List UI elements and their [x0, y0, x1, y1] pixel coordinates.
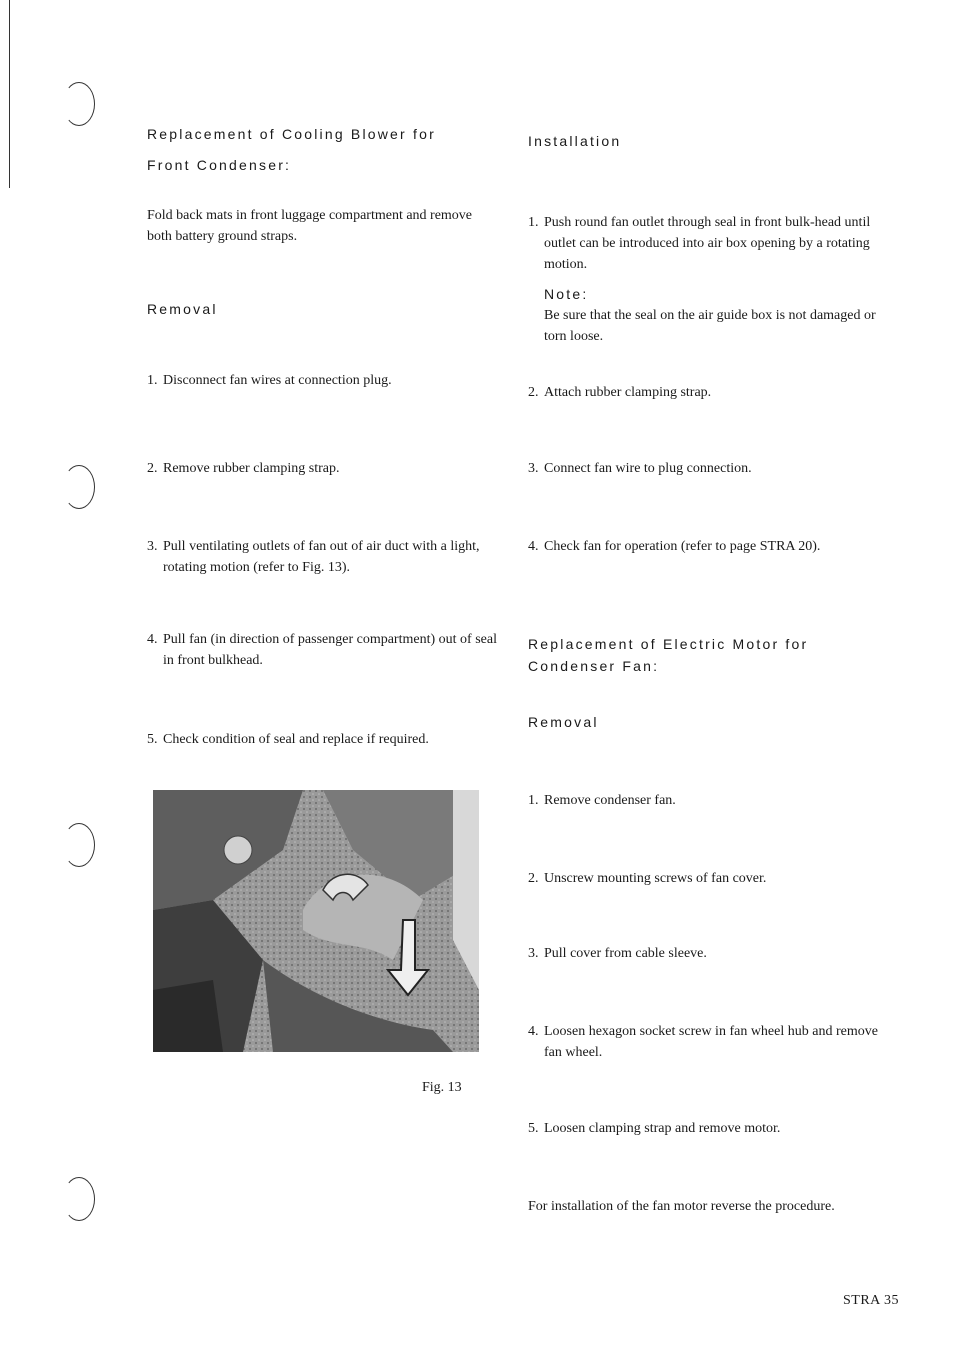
step-number: 4.	[147, 632, 158, 647]
step-number: 3.	[528, 946, 539, 961]
step-number: 5.	[147, 732, 158, 747]
closing-paragraph: For installation of the fan motor reverse the procedure.	[528, 1199, 835, 1214]
step-text: Remove condenser fan.	[544, 793, 676, 808]
motor-removal-step-5	[528, 1118, 898, 1139]
motor-removal-step-3	[528, 943, 898, 964]
removal-heading: Removal	[147, 301, 218, 317]
step-number: 4.	[528, 1024, 539, 1039]
punch-hole-3	[63, 823, 95, 867]
step-text: Connect fan wire to plug connection.	[544, 461, 752, 476]
installation-step-3	[528, 458, 898, 479]
step-number: 2.	[147, 461, 158, 476]
step-number: 3.	[147, 539, 158, 554]
step-text: Remove rubber clamping strap.	[163, 461, 340, 476]
section-heading-line2: Front Condenser:	[147, 157, 292, 173]
removal-step-2	[147, 458, 507, 479]
step-number: 3.	[528, 461, 539, 476]
punch-hole-4	[63, 1177, 95, 1221]
motor-heading-line2: Condenser Fan:	[528, 658, 660, 674]
punch-hole-1	[63, 82, 95, 126]
step-text: Check fan for operation (refer to page STRA 20).	[544, 539, 821, 554]
installation-heading: Installation	[528, 133, 622, 149]
removal-step-5	[147, 729, 507, 750]
punch-hole-2	[63, 465, 95, 509]
removal-step-4	[147, 629, 507, 671]
step-number: 5.	[528, 1121, 539, 1136]
installation-step-1	[528, 212, 878, 275]
figure-caption: Fig. 13	[422, 1080, 462, 1095]
step-text: Pull ventilating outlets of fan out of air duct with a light, rotating motion (refer to Fig. 13).	[163, 539, 480, 575]
note-text: Be sure that the seal on the air guide box is not damaged or torn loose.	[544, 308, 876, 344]
intro-paragraph: Fold back mats in front luggage compartment and remove both battery ground straps.	[147, 208, 473, 244]
step-text: Pull fan (in direction of passenger compartment) out of seal in front bulkhead.	[163, 632, 497, 668]
motor-removal-heading: Removal	[528, 714, 599, 730]
step-number: 1.	[147, 373, 158, 388]
step-text: Disconnect fan wires at connection plug.	[163, 373, 392, 388]
motor-heading-line1: Replacement of Electric Motor for	[528, 636, 809, 652]
step-number: 1.	[528, 215, 539, 230]
installation-step-2	[528, 382, 898, 403]
fan-removal-photo-illustration	[153, 790, 479, 1052]
motor-removal-step-4	[528, 1021, 878, 1063]
step-number: 2.	[528, 385, 539, 400]
step-text: Loosen hexagon socket screw in fan wheel hub and remove fan wheel.	[544, 1024, 878, 1060]
step-text: Pull cover from cable sleeve.	[544, 946, 707, 961]
section-heading-line1: Replacement of Cooling Blower for	[147, 126, 436, 142]
step-number: 4.	[528, 539, 539, 554]
step-text: Attach rubber clamping strap.	[544, 385, 712, 400]
step-text: Unscrew mounting screws of fan cover.	[544, 871, 767, 886]
removal-step-1	[147, 370, 507, 391]
motor-removal-step-1	[528, 790, 898, 811]
figure-13-photo	[153, 790, 479, 1052]
step-number: 2.	[528, 871, 539, 886]
step-text: Check condition of seal and replace if required.	[163, 732, 429, 747]
note-label: Note:	[544, 286, 589, 302]
binder-edge-line	[9, 0, 10, 188]
step-text: Loosen clamping strap and remove motor.	[544, 1121, 781, 1136]
removal-step-3	[147, 536, 497, 578]
step-text: Push round fan outlet through seal in front bulk-head until outlet can be introduced into air box opening by a rotating motion.	[544, 215, 871, 272]
page-number: STRA 35	[843, 1293, 900, 1308]
step-number: 1.	[528, 793, 539, 808]
motor-removal-step-2	[528, 868, 898, 889]
installation-step-4	[528, 536, 908, 557]
